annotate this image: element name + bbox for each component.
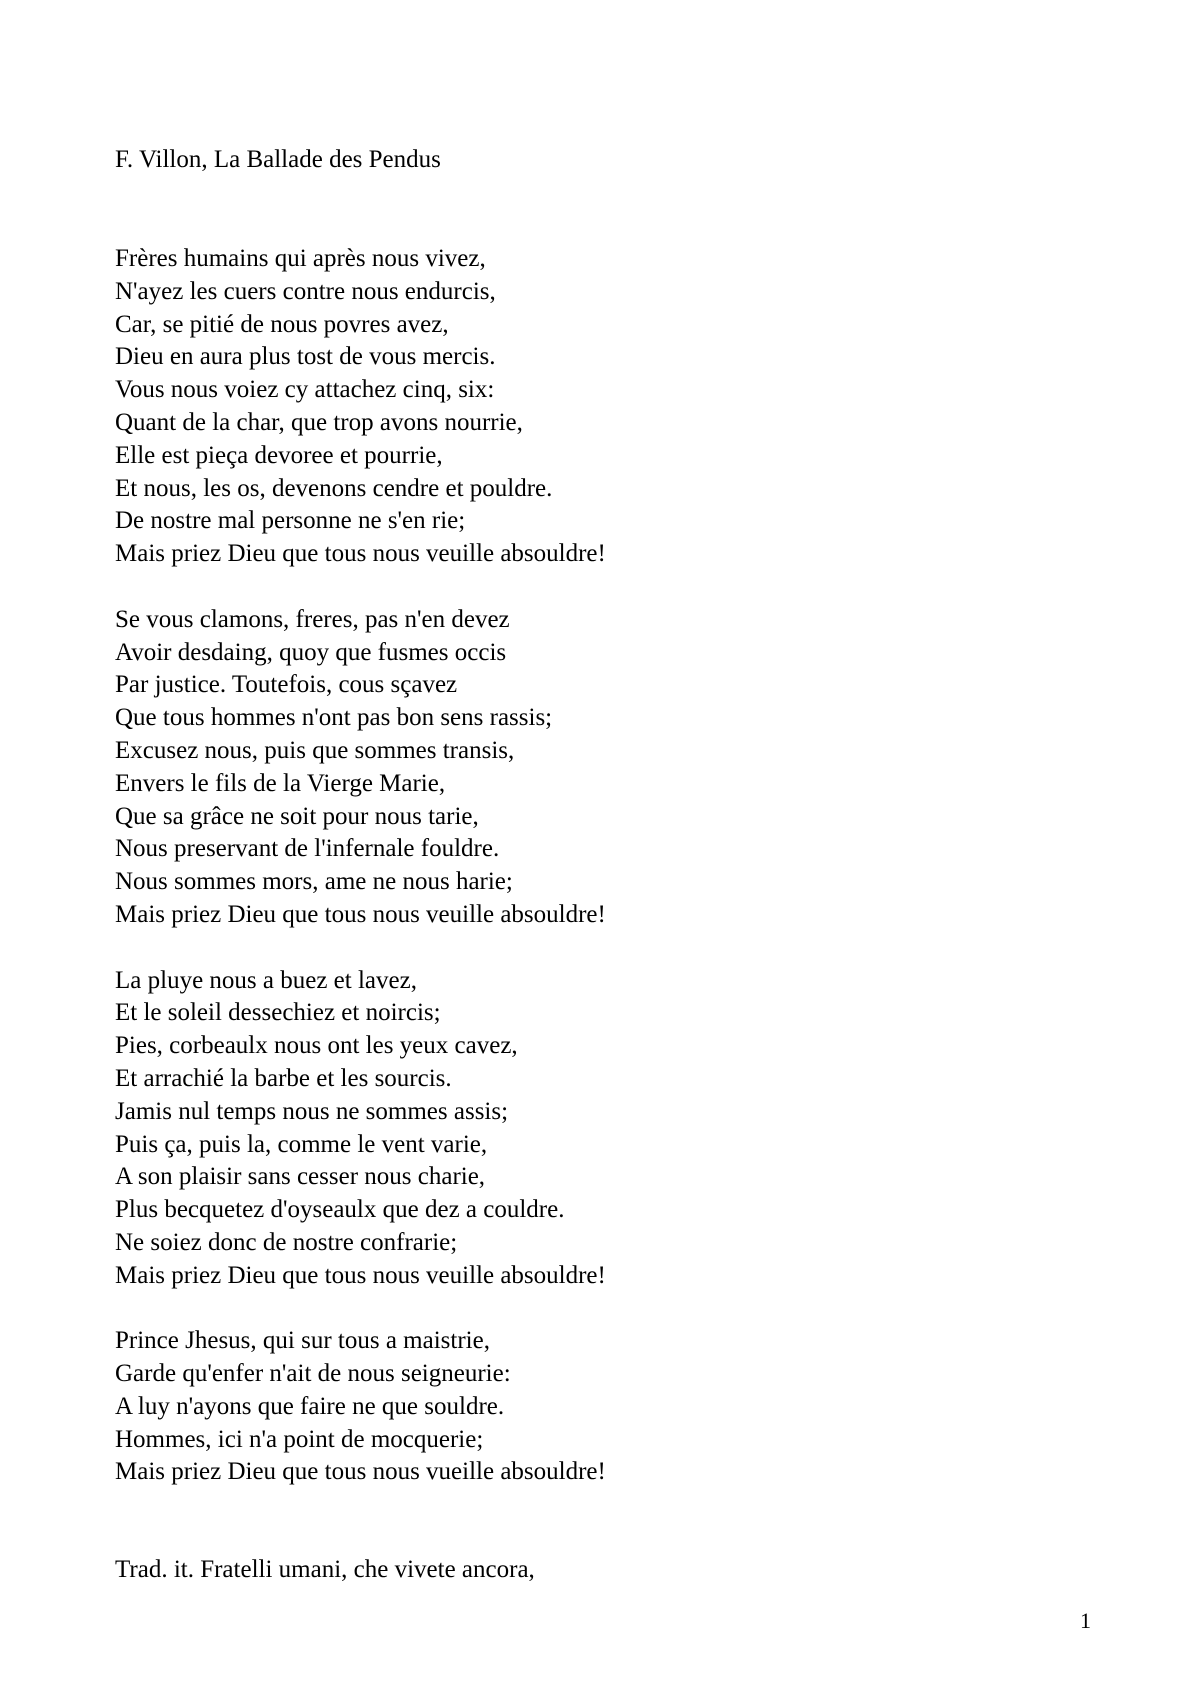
poem-line: Que sa grâce ne soit pour nous tarie, [115, 802, 479, 830]
poem-line: Pies, corbeaulx nous ont les yeux cavez, [115, 1032, 518, 1060]
poem-line: Ne soiez donc de nostre confrarie; [115, 1228, 458, 1256]
poem-line: Car, se pitié de nous povres avez, [115, 310, 449, 338]
poem-line: N'ayez les cuers contre nous endurcis, [115, 277, 496, 305]
poem-refrain: Mais priez Dieu que tous nous veuille absouldre! [115, 540, 606, 568]
poem-line: De nostre mal personne ne s'en rie; [115, 507, 466, 535]
document-title: F. Villon, La Ballade des Pendus [115, 146, 441, 173]
poem-line: Jamis nul temps nous ne sommes assis; [115, 1097, 509, 1125]
poem-line: Prince Jhesus, qui sur tous a maistrie, [115, 1327, 490, 1355]
poem-line: Puis ça, puis la, comme le vent varie, [115, 1130, 488, 1158]
poem-line: Et nous, les os, devenons cendre et pouldre. [115, 474, 553, 502]
poem-line: Que tous hommes n'ont pas bon sens rassis; [115, 704, 553, 732]
poem-line: Elle est pieça devoree et pourrie, [115, 441, 443, 469]
stanza-envoi [115, 1325, 606, 1489]
page-number: 1 [1080, 1608, 1091, 1633]
stanza-2 [115, 604, 606, 932]
poem-line: Quant de la char, que trop avons nourrie, [115, 408, 523, 436]
poem-line: Frères humains qui après nous vivez, [115, 245, 486, 272]
poem-line: Hommes, ici n'a point de mocquerie; [115, 1425, 484, 1453]
poem-line: Excusez nous, puis que sommes transis, [115, 736, 515, 764]
stanza-3 [115, 965, 606, 1293]
poem [115, 243, 606, 1522]
poem-line: Nous preservant de l'infernale fouldre. [115, 835, 500, 863]
poem-line: Et le soleil dessechiez et noircis; [115, 999, 441, 1027]
poem-line: Et arrachié la barbe et les sourcis. [115, 1064, 452, 1092]
poem-line: Envers le fils de la Vierge Marie, [115, 769, 446, 797]
poem-line: Par justice. Toutefois, cous sçavez [115, 671, 458, 699]
stanza-1 [115, 243, 606, 571]
poem-line: Dieu en aura plus tost de vous mercis. [115, 343, 496, 371]
poem-line: Vous nous voiez cy attachez cinq, six: [115, 376, 495, 404]
translation-line: Trad. it. Fratelli umani, che vivete ancora, [115, 1556, 535, 1583]
poem-line: Avoir desdaing, quoy que fusmes occis [115, 638, 507, 666]
poem-refrain: Mais priez Dieu que tous nous veuille absouldre! [115, 1261, 606, 1289]
poem-line: Se vous clamons, freres, pas n'en devez [115, 605, 510, 633]
poem-line: Nous sommes mors, ame ne nous harie; [115, 868, 513, 896]
poem-refrain: Mais priez Dieu que tous nous veuille absouldre! [115, 900, 606, 928]
poem-line: Garde qu'enfer n'ait de nous seigneurie: [115, 1360, 511, 1388]
poem-line: Plus becquetez d'oyseaulx que dez a couldre. [115, 1196, 565, 1224]
poem-refrain: Mais priez Dieu que tous nous vueille absouldre! [115, 1458, 606, 1486]
poem-line: La pluye nous a buez et lavez, [115, 966, 417, 994]
poem-line: A luy n'ayons que faire ne que souldre. [115, 1392, 505, 1420]
poem-line: A son plaisir sans cesser nous charie, [115, 1163, 486, 1191]
